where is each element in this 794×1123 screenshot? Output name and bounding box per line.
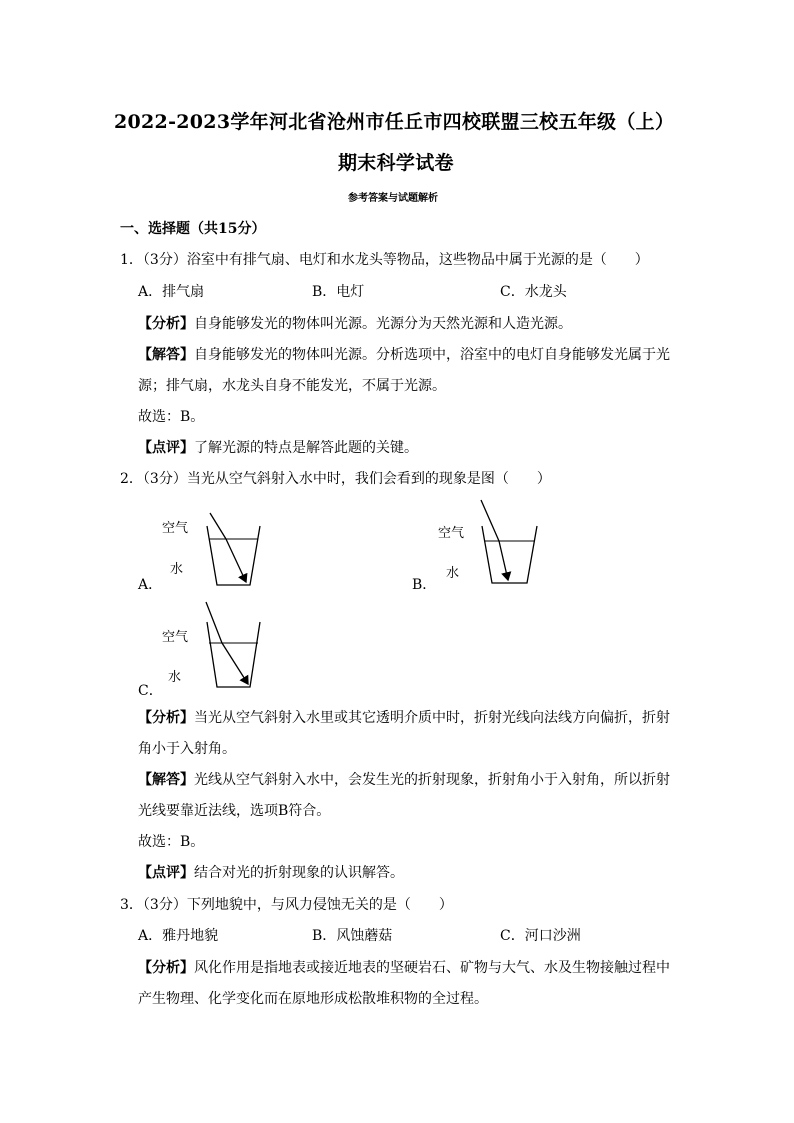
- q1-answer-text-line2: 源；排气扇，水龙头自身不能发光，不属于光源。: [138, 378, 446, 394]
- q3-analysis: [138, 957, 670, 977]
- q1-option-a: A．排气扇: [138, 284, 205, 300]
- page-title-line1: 2022-2023学年河北省沧州市任丘市四校联盟三校五年级（上）: [114, 111, 675, 133]
- figure-c-water-label: 水: [168, 670, 182, 685]
- q2-analysis-text-line2: 角小于入射角。: [138, 741, 236, 757]
- q1-analysis: [138, 313, 572, 333]
- page-title-line2: 期末科学试卷: [338, 152, 454, 174]
- q2-comment-tag: 【点评】: [138, 865, 194, 881]
- q2-option-b-letter: B．: [412, 577, 437, 593]
- q1-answer-text-line1: 自身能够发光的物体叫光源。分析选项中，浴室中的电灯自身能够发光属于光: [194, 347, 670, 363]
- figure-a-air-label: 空气: [162, 521, 189, 536]
- q2-comment-text: 结合对光的折射现象的认识解答。: [194, 865, 404, 881]
- q2-choice: 故选：B。: [138, 834, 205, 850]
- figure-a-water-label: 水: [170, 562, 184, 577]
- q2-answer-text-line1: 光线从空气斜射入水中，会发生光的折射现象，折射角小于入射角，所以折射: [194, 772, 670, 788]
- q2-answer: [138, 769, 670, 789]
- figure-c-air-label: 空气: [162, 630, 189, 645]
- q3-option-a: A．雅丹地貌: [138, 928, 219, 944]
- q2-option-c-letter: C．: [138, 683, 163, 699]
- q1-comment: [138, 437, 418, 457]
- q2-stem: 2．（3分）当光从空气斜射入水中时，我们会看到的现象是图（ ）: [120, 471, 551, 487]
- q3-stem: 3．（3分）下列地貌中，与风力侵蚀无关的是（ ）: [120, 897, 453, 913]
- q3-analysis-text-line2: 产生物理、化学变化而在原地形成松散堆积物的全过程。: [138, 991, 488, 1007]
- q3-option-b: B．风蚀蘑菇: [312, 928, 393, 944]
- q2-answer-tag: 【解答】: [138, 772, 194, 788]
- q2-analysis-text-line1: 当光从空气斜射入水里或其它透明介质中时，折射光线向法线方向偏折，折射: [194, 710, 670, 726]
- q1-stem: 1．（3分）浴室中有排气扇、电灯和水龙头等物品，这些物品中属于光源的是（ ）: [120, 252, 649, 268]
- q1-answer: [138, 344, 670, 364]
- figure-b-air-label: 空气: [438, 526, 465, 541]
- figure-b-beaker: [475, 496, 545, 588]
- section-heading: 一、选择题（共15分）: [120, 221, 266, 237]
- q1-option-b: B．电灯: [312, 284, 365, 300]
- q3-analysis-text-line1: 风化作用是指地表或接近地表的坚硬岩石、矿物与大气、水及生物接触过程中: [194, 960, 670, 976]
- q2-analysis: [138, 707, 670, 727]
- q2-comment: [138, 862, 404, 882]
- q2-option-a-letter: A．: [138, 577, 163, 593]
- q1-analysis-tag: 【分析】: [138, 316, 194, 332]
- figure-a-beaker: [200, 510, 270, 590]
- q2-answer-text-line2: 光线要靠近法线，选项B符合。: [138, 803, 331, 819]
- page-subtitle: 参考答案与试题解析: [348, 193, 438, 204]
- q1-analysis-text: 自身能够发光的物体叫光源。光源分为天然光源和人造光源。: [194, 316, 572, 332]
- q1-answer-tag: 【解答】: [138, 347, 194, 363]
- q1-comment-text: 了解光源的特点是解答此题的关键。: [194, 440, 418, 456]
- figure-c-beaker: [200, 598, 270, 690]
- q3-option-c: C．河口沙洲: [500, 928, 581, 944]
- q1-comment-tag: 【点评】: [138, 440, 194, 456]
- q3-analysis-tag: 【分析】: [138, 960, 194, 976]
- figure-b-water-label: 水: [446, 566, 460, 581]
- q2-analysis-tag: 【分析】: [138, 710, 194, 726]
- q1-choice: 故选：B。: [138, 409, 205, 425]
- q1-option-c: C．水龙头: [500, 284, 567, 300]
